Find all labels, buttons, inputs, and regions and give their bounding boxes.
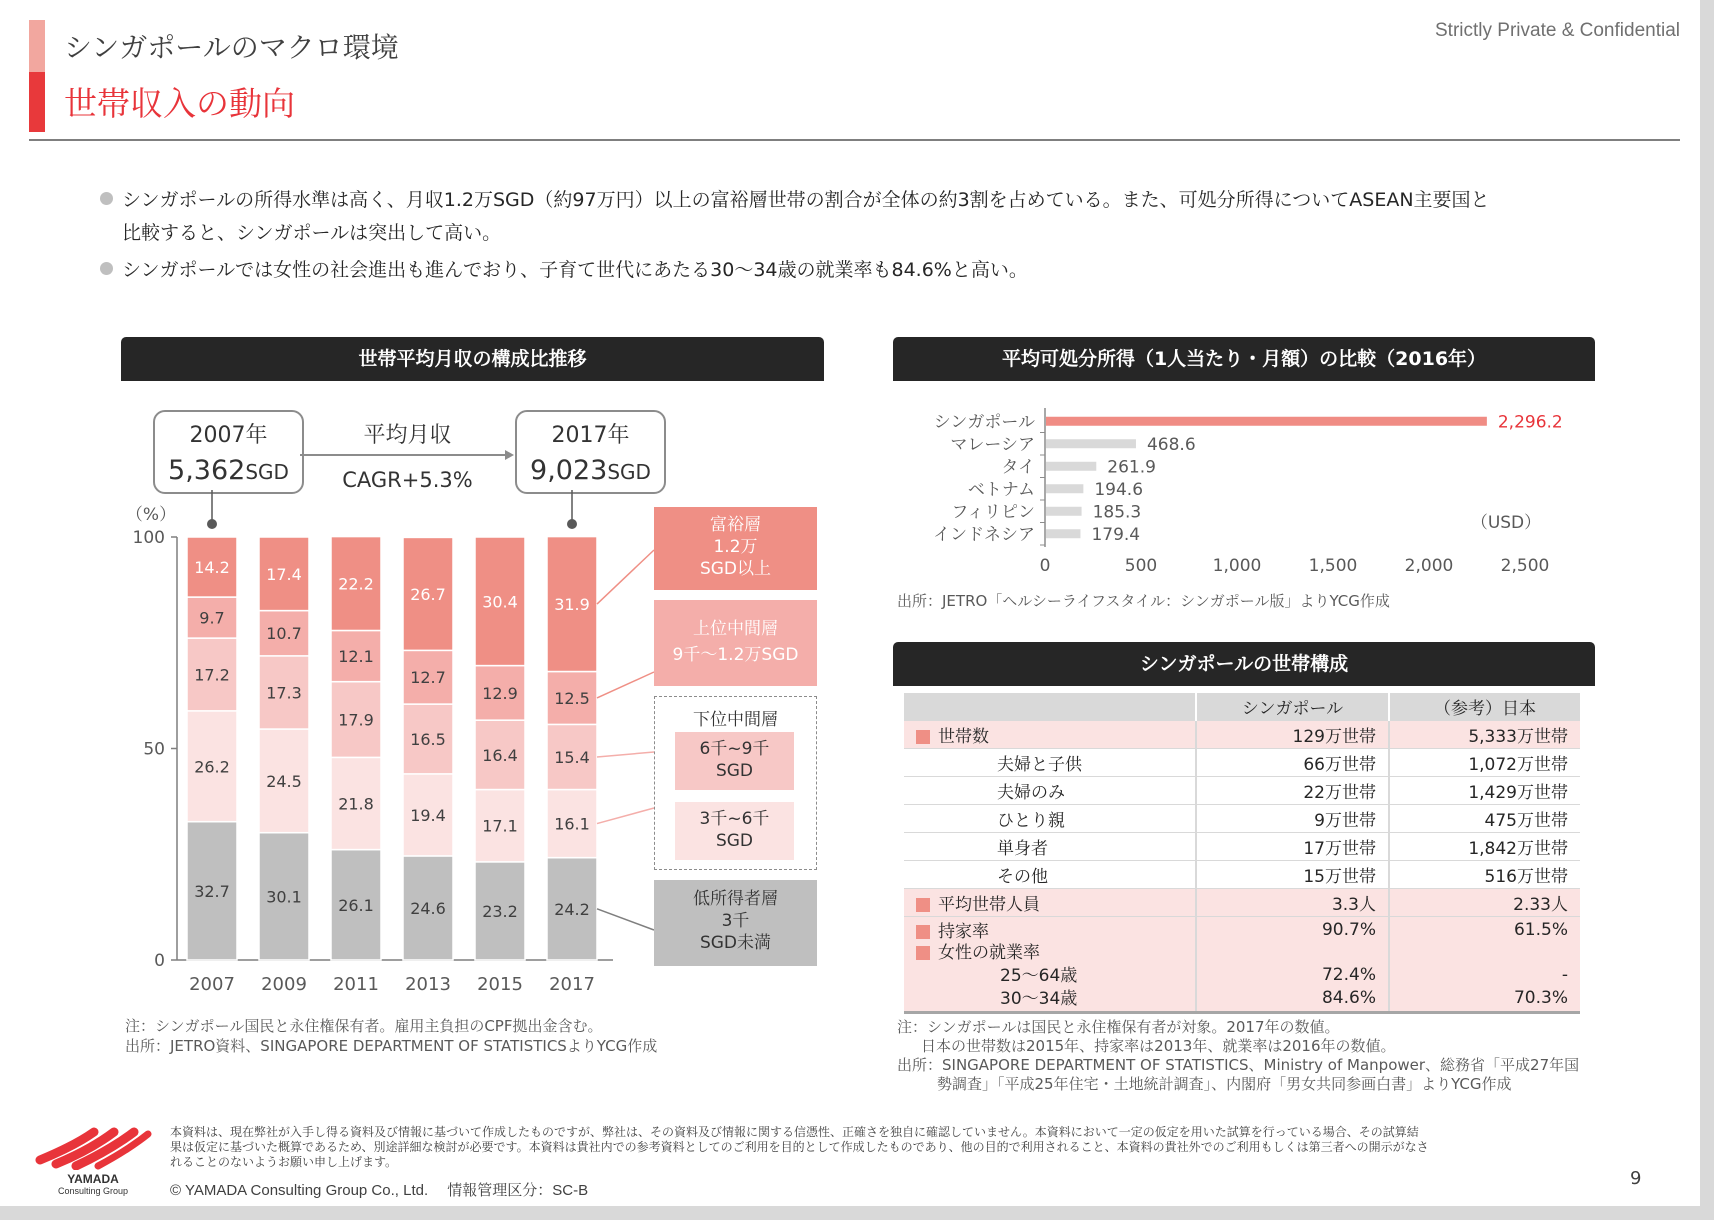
cell-singapore: 129万世帯 (1196, 721, 1389, 749)
legend-connector (597, 808, 654, 824)
category-label: インドネシア (933, 524, 1035, 545)
legend-lower-high-line-2: SGD (715, 761, 754, 781)
data-label: 17.3 (266, 683, 302, 703)
cell-singapore: 17万世帯 (1196, 833, 1389, 861)
employment-sub1: 25～64歳 (1000, 966, 1078, 987)
legend-lower-low (675, 802, 794, 860)
callout-2007-value: 5,362 (168, 455, 246, 486)
yamada-logo-icon (34, 1124, 152, 1170)
data-label: 16.1 (554, 814, 590, 834)
legend-low-line-3: SGD未満 (699, 933, 772, 953)
x-tick-label: 2013 (405, 974, 451, 995)
bullet-1-line-1: シンガポールの所得水準は高く、月収1.2万SGD（約97万円）以上の富裕層世帯の割合が全体の約3割を占めている。また、可処分所得についてASEAN主要国と (122, 189, 1490, 211)
employment-sub2: 30～34歳 (1000, 989, 1078, 1010)
unit-label: （USD） (1470, 513, 1542, 533)
bullet-2-text: シンガポールでは女性の社会進出も進んでおり、子育て世代にあたる30～34歳の就業率も84.6%と高い。 (122, 259, 1028, 281)
bullet-1-line-2: 比較すると、シンガポールは突出して高い。 (122, 222, 502, 244)
legend-upper-line-1: 上位中間層 (693, 619, 778, 639)
value-label: 179.4 (1091, 524, 1141, 545)
data-label: 26.2 (194, 757, 230, 777)
row-label: 世帯数 (938, 727, 989, 747)
row-marker-icon (916, 925, 930, 939)
callout-2017-value: 9,023 (530, 455, 608, 486)
legend-lower-high (675, 732, 794, 790)
page-subtitle: シンガポールのマクロ環境 (64, 31, 399, 64)
callout-2017-year: 2017年 (551, 423, 630, 448)
data-label: 26.7 (410, 584, 446, 604)
table-bottom-rule (904, 1011, 1580, 1014)
data-label: 12.5 (554, 688, 590, 708)
x-tick-label: 2,500 (1500, 556, 1550, 576)
legend-upper-line-2: 9千～1.2万SGD (672, 645, 799, 665)
employment-sub2-sg: 84.6% (1321, 988, 1376, 1009)
confidential-label: Strictly Private & Confidential (1435, 20, 1680, 41)
cell-japan: 475万世帯 (1484, 811, 1568, 831)
logo-text-2: Consulting Group (57, 1186, 129, 1196)
stacked-bar-chart (121, 490, 661, 1000)
row-label: 持家率 (938, 922, 989, 943)
data-label: 10.7 (266, 624, 302, 644)
row-label: 夫婦のみ (997, 783, 1065, 803)
category-label: マレーシア (950, 434, 1035, 455)
right-panel-header: 平均可処分所得（1人当たり・月額）の比較（2016年） (893, 337, 1595, 381)
data-label: 24.6 (410, 898, 446, 918)
row-label: 平均世帯人員 (938, 895, 1040, 915)
data-label: 32.7 (194, 881, 230, 901)
row-marker-icon (916, 730, 930, 744)
table-row (904, 917, 1580, 943)
left-panel-header: 世帯平均月収の構成比推移 (121, 337, 824, 381)
data-label: 9.7 (199, 608, 225, 628)
legend-lower-title: 下位中間層 (693, 710, 778, 730)
bar (1046, 439, 1136, 448)
category-label: タイ (1001, 457, 1035, 478)
data-label: 15.4 (554, 747, 590, 767)
table-row (904, 777, 1580, 805)
legend-lower-low-line-2: SGD (715, 831, 754, 851)
category-label: フィリピン (951, 502, 1035, 523)
arrow-label: 平均月収 (363, 423, 452, 448)
data-label: 17.2 (194, 665, 230, 685)
bullet-dot-icon (100, 192, 113, 205)
household-note-4: 勢調査」「平成25年住宅・土地統計調査」、内閣府「男女共同参画白書」よりYCG作成 (937, 1075, 1512, 1093)
page-number: 9 (1630, 1168, 1642, 1189)
household-header: シンガポールの世帯構成 (893, 642, 1595, 686)
x-tick-label: 2007 (189, 974, 235, 995)
callout-2007-year: 2007年 (189, 423, 268, 448)
row-marker-icon (916, 898, 930, 912)
x-tick-label: 2017 (549, 974, 595, 995)
data-label: 30.1 (266, 887, 302, 907)
frame-bottom (0, 1206, 1714, 1220)
bullet-dot-icon (100, 262, 113, 275)
y-tick-label: 0 (154, 951, 165, 971)
bar (1046, 484, 1083, 493)
data-label: 14.2 (194, 558, 230, 578)
x-tick-label: 2015 (477, 974, 523, 995)
household-note-2: 日本の世帯数は2015年、持家率は2013年、就業率は2016年の数値。 (921, 1037, 1396, 1055)
employment-sub2-jp: 70.3% (1513, 988, 1568, 1009)
table-row (904, 833, 1580, 861)
legend-connector (597, 550, 654, 604)
value-label: 2,296.2 (1497, 412, 1563, 433)
title-accent-top (29, 20, 45, 72)
callout-2017-unit: SGD (607, 460, 651, 484)
row-label: ひとり親 (997, 811, 1065, 831)
bar (1046, 529, 1080, 538)
legend-lower-low-line-1: 3千~6千 (699, 809, 770, 829)
cell-japan: 1,072万世帯 (1468, 755, 1568, 775)
legend-lower-high-line-1: 6千~9千 (699, 739, 770, 759)
data-label: 23.2 (482, 901, 518, 921)
category-label: シンガポール (933, 412, 1035, 433)
legend-low-line-1: 低所得者層 (693, 889, 778, 909)
legend-wealthy (654, 507, 817, 590)
x-tick-label: 500 (1124, 556, 1158, 576)
data-label: 19.4 (410, 805, 446, 825)
callout-2007-unit: SGD (245, 460, 289, 484)
table-row (904, 889, 1580, 917)
value-label: 185.3 (1092, 502, 1142, 523)
cell-japan: 61.5% (1513, 919, 1568, 940)
callout-dot-icon (207, 519, 217, 529)
x-tick-label: 2011 (333, 974, 379, 995)
legend-wealthy-line-3: SGD以上 (699, 559, 772, 579)
value-label: 468.6 (1146, 434, 1196, 455)
x-tick-label: 2009 (261, 974, 307, 995)
right-source: 出所：JETRO「ヘルシーライフスタイル：シンガポール版」よりYCG作成 (897, 592, 1390, 610)
bar (1046, 507, 1082, 516)
cell-singapore: 22万世帯 (1196, 777, 1389, 805)
logo-text-1: YAMADA (67, 1172, 119, 1186)
x-tick-label: 2,000 (1404, 556, 1454, 576)
col-japan: （参考）日本 (1434, 699, 1536, 719)
cell-japan: 1,429万世帯 (1468, 783, 1568, 803)
page-title: 世帯収入の動向 (64, 84, 295, 123)
cagr-label: CAGR+5.3% (342, 468, 473, 492)
household-note-3: 出所：SINGAPORE DEPARTMENT OF STATISTICS、Ministry of Manpower、総務省「平成27年国 (897, 1056, 1580, 1074)
cell-singapore: 90.7% (1196, 917, 1389, 943)
left-note-2: 出所：JETRO資料、SINGAPORE DEPARTMENT OF STATISTICSよりYCG作成 (125, 1037, 658, 1055)
x-tick-label: 1,000 (1212, 556, 1262, 576)
x-tick-label: 1,500 (1308, 556, 1358, 576)
employment-sub1-sg: 72.4% (1321, 965, 1376, 986)
disclaimer-line-3: れることのないようお願い申し上げます。 (170, 1155, 398, 1169)
cell-japan: 5,333万世帯 (1468, 727, 1568, 747)
bar (1046, 417, 1487, 426)
legend-connector (597, 909, 654, 930)
cell-singapore: 9万世帯 (1196, 805, 1389, 833)
row-label: 単身者 (997, 839, 1048, 859)
legend-low-income (654, 880, 817, 966)
data-label: 12.9 (482, 683, 518, 703)
y-tick-label: 100 (132, 528, 165, 548)
legend-low-line-2: 3千 (721, 911, 750, 931)
callout-2007 (153, 410, 304, 494)
left-note-1: 注：シンガポール国民と永住権保有者。雇用主負担のCPF拠出金含む。 (125, 1017, 603, 1035)
disclaimer-line-2: 果は仮定に基づいた概算であるため、別途詳細な検討が必要です。本資料は貴社内での参考資料としてのご利用を目的として作成したものであり、他の目的で利用されること、本資料の貴社外でのご利用もしくは第三者への開示がなさ (170, 1140, 1429, 1154)
table-row (904, 805, 1580, 833)
data-label: 31.9 (554, 595, 590, 615)
data-label: 17.1 (482, 816, 518, 836)
table-row-employment (904, 942, 1580, 1011)
cell-japan: 1,842万世帯 (1468, 839, 1568, 859)
data-label: 26.1 (338, 895, 374, 915)
frame-right (1700, 0, 1714, 1220)
data-label: 17.4 (266, 564, 302, 584)
row-label: 夫婦と子供 (997, 755, 1082, 775)
bar (1046, 462, 1096, 471)
legend-connector (597, 752, 654, 757)
data-label: 12.7 (410, 668, 446, 688)
disclaimer-line-1: 本資料は、現在弊社が入手し得る資料及び情報に基づいて作成したものですが、弊社は、その資料及び情報に関する信憑性、正確さを独自に確認していません。本資料において一定の仮定を用いた試算を行っている場合、その試算結 (170, 1125, 1419, 1139)
horizontal-bar-chart (893, 400, 1595, 585)
callout-2017 (515, 410, 666, 494)
row-label: その他 (997, 867, 1048, 887)
x-tick-label: 0 (1039, 556, 1051, 576)
title-divider (29, 139, 1680, 141)
employment-sub1-jp: - (1561, 965, 1568, 986)
table-row (904, 721, 1580, 749)
value-label: 261.9 (1107, 457, 1156, 478)
row-marker-icon (916, 946, 930, 960)
table-row (904, 749, 1580, 777)
cell-singapore: 66万世帯 (1196, 749, 1389, 777)
cell-japan: 2.33人 (1513, 895, 1568, 915)
copyright: © YAMADA Consulting Group Co., Ltd. 情報管理区分：SC-B (170, 1182, 589, 1199)
data-label: 16.5 (410, 729, 446, 749)
value-label: 194.6 (1094, 479, 1144, 500)
bullet-1 (100, 183, 1490, 217)
data-label: 24.2 (554, 899, 590, 919)
disclaimer (170, 1125, 1560, 1170)
data-label: 21.8 (338, 794, 374, 814)
household-table (904, 693, 1580, 1014)
data-label: 22.2 (338, 574, 374, 594)
legend-upper-middle (654, 600, 817, 686)
cell-japan: 516万世帯 (1484, 867, 1568, 887)
col-singapore: シンガポール (1196, 693, 1389, 721)
legend-lower-middle (654, 696, 817, 870)
household-note-1: 注：シンガポールは国民と永住権保有者が対象。2017年の数値。 (897, 1018, 1340, 1036)
table-header-row (904, 693, 1580, 721)
data-label: 16.4 (482, 745, 518, 765)
category-label: ベトナム (967, 479, 1035, 500)
title-accent-bottom (29, 72, 45, 132)
cell-singapore: 15万世帯 (1196, 861, 1389, 889)
employment-label: 女性の就業率 (938, 943, 1040, 964)
callout-dot-icon (567, 519, 577, 529)
data-label: 17.9 (338, 710, 374, 730)
legend-wealthy-line-2: 1.2万 (713, 537, 758, 557)
legend-connector (597, 672, 654, 698)
legend-wealthy-line-1: 富裕層 (710, 515, 761, 535)
data-label: 24.5 (266, 771, 302, 791)
data-label: 30.4 (482, 592, 518, 612)
bullet-2 (100, 253, 1028, 287)
data-label: 12.1 (338, 647, 374, 667)
arrow-right-icon (300, 448, 515, 462)
cell-singapore: 3.3人 (1196, 889, 1389, 917)
y-tick-label: 50 (143, 739, 165, 760)
y-axis-label: （%） (125, 505, 177, 525)
table-row (904, 861, 1580, 889)
